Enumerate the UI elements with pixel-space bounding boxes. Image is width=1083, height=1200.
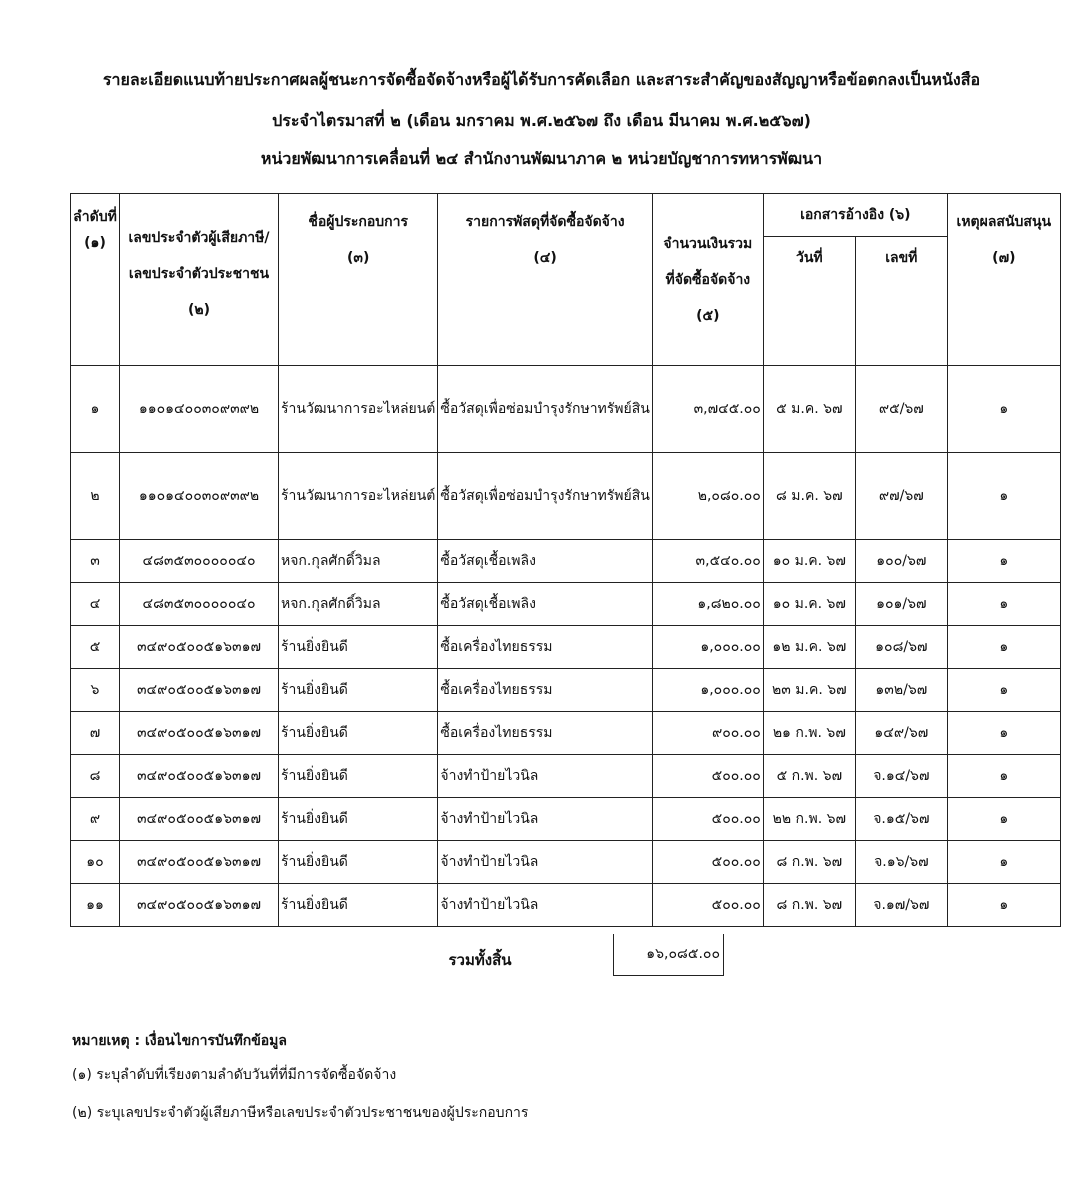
- cell-item: จ้างทำป้ายไวนิล: [438, 841, 652, 884]
- table-row: [71, 626, 1061, 669]
- cell-doc-no: จ.๑๕/๖๗: [855, 798, 947, 841]
- notes-section: [72, 1026, 528, 1132]
- cell-amount: ๕๐๐.๐๐: [652, 755, 763, 798]
- header-taxid: เลขประจำตัวผู้เสียภาษี/ เลขประจำตัวประชาชน (๒): [120, 194, 279, 366]
- cell-doc-no: ๙๗/๖๗: [855, 453, 947, 540]
- cell-reason: ๑: [947, 669, 1060, 712]
- cell-item: จ้างทำป้ายไวนิล: [438, 798, 652, 841]
- cell-seq: ๒: [71, 453, 120, 540]
- cell-doc-no: ๑๔๙/๖๗: [855, 712, 947, 755]
- cell-date: ๒๒ ก.พ. ๖๗: [763, 798, 855, 841]
- cell-doc-no: จ.๑๔/๖๗: [855, 755, 947, 798]
- cell-item: ซื้อเครื่องไทยธรรม: [438, 669, 652, 712]
- cell-amount: ๑,๐๐๐.๐๐: [652, 626, 763, 669]
- cell-doc-no: ๙๕/๖๗: [855, 366, 947, 453]
- cell-date: ๘ ก.พ. ๖๗: [763, 884, 855, 927]
- cell-vendor: หจก.กุลศักดิ์วิมล: [279, 540, 438, 583]
- cell-taxid: ๑๑๐๑๔๐๐๓๐๙๓๙๒: [120, 453, 279, 540]
- cell-item: ซื้อเครื่องไทยธรรม: [438, 626, 652, 669]
- cell-date: ๕ ก.พ. ๖๗: [763, 755, 855, 798]
- cell-vendor: หจก.กุลศักดิ์วิมล: [279, 583, 438, 626]
- cell-item: ซื้อวัสดุเชื้อเพลิง: [438, 540, 652, 583]
- cell-seq: ๔: [71, 583, 120, 626]
- cell-reason: ๑: [947, 453, 1060, 540]
- cell-reason: ๑: [947, 366, 1060, 453]
- note-item: (๑) ระบุลำดับที่เรียงตามลำดับวันที่ที่มีการจัดซื้อจัดจ้าง: [72, 1067, 397, 1083]
- cell-amount: ๓,๕๔๐.๐๐: [652, 540, 763, 583]
- cell-taxid: ๓๔๙๐๕๐๐๕๑๖๓๑๗: [120, 798, 279, 841]
- header-ref-date: วันที่: [763, 237, 855, 366]
- table-row: [71, 712, 1061, 755]
- table-row: [71, 755, 1061, 798]
- total-amount: ๑๖,๐๘๕.๐๐: [613, 934, 724, 976]
- cell-date: ๑๐ ม.ค. ๖๗: [763, 540, 855, 583]
- cell-doc-no: ๑๐๑/๖๗: [855, 583, 947, 626]
- cell-item: ซื้อเครื่องไทยธรรม: [438, 712, 652, 755]
- table-row: [71, 798, 1061, 841]
- cell-item: ซื้อวัสดุเพื่อซ่อมบำรุงรักษาทรัพย์สิน: [438, 366, 652, 453]
- cell-amount: ๕๐๐.๐๐: [652, 841, 763, 884]
- cell-taxid: ๓๔๙๐๕๐๐๕๑๖๓๑๗: [120, 669, 279, 712]
- cell-reason: ๑: [947, 540, 1060, 583]
- cell-taxid: ๑๑๐๑๔๐๐๓๐๙๓๙๒: [120, 366, 279, 453]
- cell-doc-no: ๑๓๒/๖๗: [855, 669, 947, 712]
- cell-taxid: ๓๔๙๐๕๐๐๕๑๖๓๑๗: [120, 755, 279, 798]
- table-row: [71, 366, 1061, 453]
- table-row: [71, 540, 1061, 583]
- table-row: [71, 841, 1061, 884]
- cell-vendor: ร้านยิ่งยินดี: [279, 626, 438, 669]
- cell-amount: ๒,๐๘๐.๐๐: [652, 453, 763, 540]
- cell-date: ๑๒ ม.ค. ๖๗: [763, 626, 855, 669]
- cell-vendor: ร้านยิ่งยินดี: [279, 669, 438, 712]
- header-item: รายการพัสดุที่จัดซื้อจัดจ้าง (๔): [438, 194, 652, 366]
- cell-date: ๘ ก.พ. ๖๗: [763, 841, 855, 884]
- cell-seq: ๗: [71, 712, 120, 755]
- header-reference: เอกสารอ้างอิง (๖): [763, 194, 947, 237]
- cell-doc-no: จ.๑๗/๖๗: [855, 884, 947, 927]
- cell-doc-no: ๑๐๐/๖๗: [855, 540, 947, 583]
- table-row: [71, 453, 1061, 540]
- note-item: (๒) ระบุเลขประจำตัวผู้เสียภาษีหรือเลขประจำตัวประชาชนของผู้ประกอบการ: [72, 1105, 529, 1121]
- cell-vendor: ร้านยิ่งยินดี: [279, 841, 438, 884]
- cell-date: ๘ ม.ค. ๖๗: [763, 453, 855, 540]
- cell-doc-no: ๑๐๘/๖๗: [855, 626, 947, 669]
- cell-vendor: ร้านยิ่งยินดี: [279, 884, 438, 927]
- table-row: [71, 583, 1061, 626]
- cell-seq: ๑๐: [71, 841, 120, 884]
- cell-amount: ๕๐๐.๐๐: [652, 798, 763, 841]
- cell-reason: ๑: [947, 712, 1060, 755]
- cell-seq: ๙: [71, 798, 120, 841]
- header-seq: ลำดับที่ (๑): [71, 194, 120, 366]
- document-title: รายละเอียดแนบท้ายประกาศผลผู้ชนะการจัดซื้อจัดจ้างหรือผู้ได้รับการคัดเลือก และสาระสำคัญของสัญญาหรือข้อตกลงเป็นหนังสือ: [102, 70, 981, 89]
- cell-vendor: ร้านวัฒนาการอะไหล่ยนต์: [279, 366, 438, 453]
- cell-reason: ๑: [947, 884, 1060, 927]
- cell-seq: ๑: [71, 366, 120, 453]
- cell-reason: ๑: [947, 841, 1060, 884]
- notes-title: หมายเหตุ : เงื่อนไขการบันทึกข้อมูล: [72, 1033, 287, 1049]
- cell-seq: ๖: [71, 669, 120, 712]
- cell-taxid: ๓๔๙๐๕๐๐๕๑๖๓๑๗: [120, 884, 279, 927]
- cell-date: ๒๑ ก.พ. ๖๗: [763, 712, 855, 755]
- cell-amount: ๕๐๐.๐๐: [652, 884, 763, 927]
- cell-vendor: ร้านวัฒนาการอะไหล่ยนต์: [279, 453, 438, 540]
- cell-date: ๕ ม.ค. ๖๗: [763, 366, 855, 453]
- header-ref-no: เลขที่: [855, 237, 947, 366]
- document-period: ประจำไตรมาสที่ ๒ (เดือน มกราคม พ.ศ.๒๕๖๗ ถึง เดือน มีนาคม พ.ศ.๒๕๖๗): [272, 111, 811, 130]
- cell-reason: ๑: [947, 798, 1060, 841]
- cell-amount: ๙๐๐.๐๐: [652, 712, 763, 755]
- cell-item: จ้างทำป้ายไวนิล: [438, 884, 652, 927]
- cell-taxid: ๔๘๓๕๓๐๐๐๐๐๔๐: [120, 583, 279, 626]
- header-amount: จำนวนเงินรวม ที่จัดซื้อจัดจ้าง (๕): [652, 194, 763, 366]
- cell-seq: ๕: [71, 626, 120, 669]
- cell-amount: ๓,๗๔๕.๐๐: [652, 366, 763, 453]
- cell-taxid: ๔๘๓๕๓๐๐๐๐๐๔๐: [120, 540, 279, 583]
- cell-vendor: ร้านยิ่งยินดี: [279, 755, 438, 798]
- cell-seq: ๑๑: [71, 884, 120, 927]
- cell-reason: ๑: [947, 626, 1060, 669]
- cell-amount: ๑,๐๐๐.๐๐: [652, 669, 763, 712]
- cell-taxid: ๓๔๙๐๕๐๐๕๑๖๓๑๗: [120, 841, 279, 884]
- cell-reason: ๑: [947, 755, 1060, 798]
- cell-item: จ้างทำป้ายไวนิล: [438, 755, 652, 798]
- cell-vendor: ร้านยิ่งยินดี: [279, 712, 438, 755]
- cell-taxid: ๓๔๙๐๕๐๐๕๑๖๓๑๗: [120, 712, 279, 755]
- cell-item: ซื้อวัสดุเพื่อซ่อมบำรุงรักษาทรัพย์สิน: [438, 453, 652, 540]
- header-reason: เหตุผลสนับสนุน (๗): [947, 194, 1060, 366]
- table-row: [71, 669, 1061, 712]
- document-unit: หน่วยพัฒนาการเคลื่อนที่ ๒๔ สำนักงานพัฒนาภาค ๒ หน่วยบัญชาการทหารพัฒนา: [260, 149, 823, 168]
- total-label: รวมทั้งสิ้น: [448, 951, 512, 969]
- cell-taxid: ๓๔๙๐๕๐๐๕๑๖๓๑๗: [120, 626, 279, 669]
- header-vendor: ชื่อผู้ประกอบการ (๓): [279, 194, 438, 366]
- cell-item: ซื้อวัสดุเชื้อเพลิง: [438, 583, 652, 626]
- cell-vendor: ร้านยิ่งยินดี: [279, 798, 438, 841]
- table-row: [71, 884, 1061, 927]
- cell-doc-no: จ.๑๖/๖๗: [855, 841, 947, 884]
- cell-seq: ๓: [71, 540, 120, 583]
- cell-reason: ๑: [947, 583, 1060, 626]
- procurement-table: [70, 193, 1061, 927]
- cell-date: ๑๐ ม.ค. ๖๗: [763, 583, 855, 626]
- cell-date: ๒๓ ม.ค. ๖๗: [763, 669, 855, 712]
- cell-seq: ๘: [71, 755, 120, 798]
- cell-amount: ๑,๘๒๐.๐๐: [652, 583, 763, 626]
